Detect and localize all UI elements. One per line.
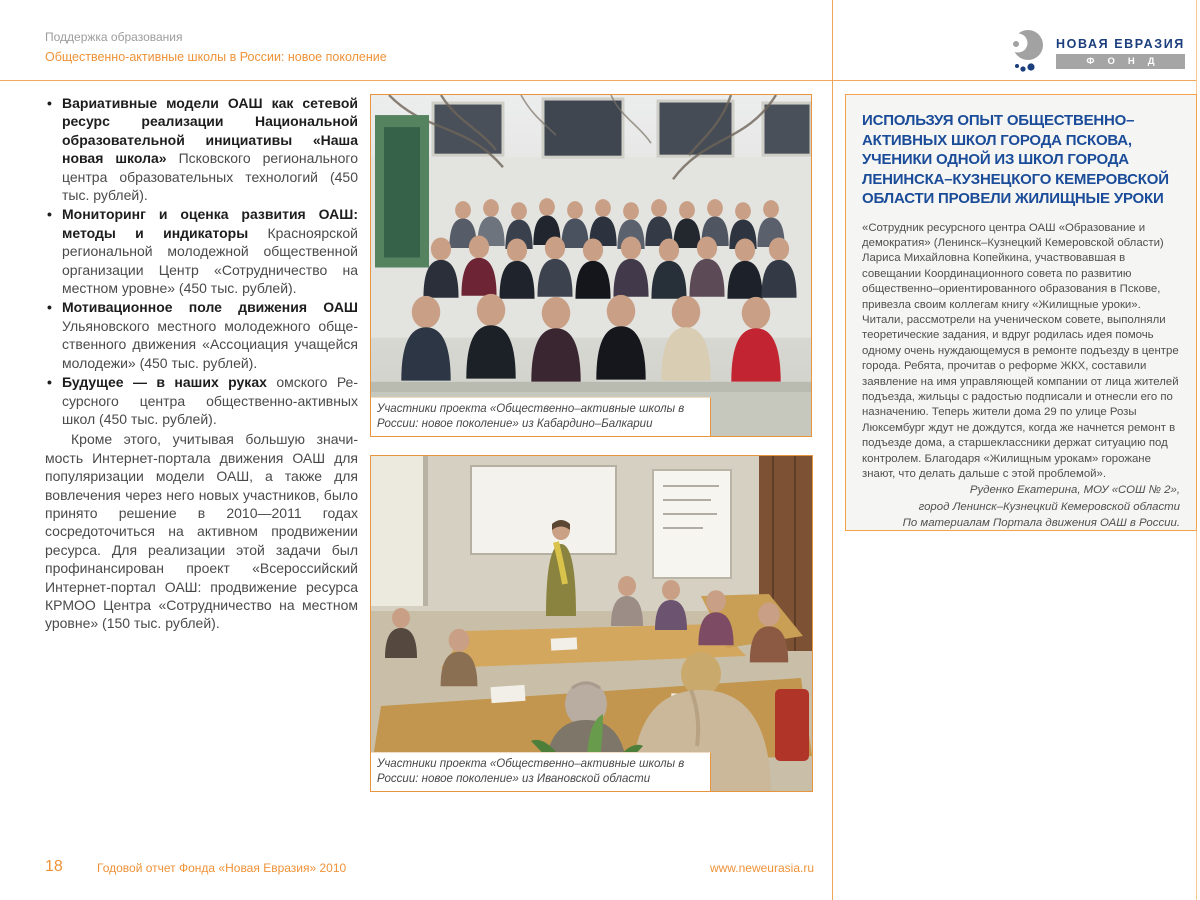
grants-column — [45, 94, 358, 633]
body-paragraph: Кроме этого, учитывая большую значимость Интернет-портала движения ОАШ для популяризации модели ОАШ, а также для вовлечения через него новых участников, было принято решение в 2010—2011 годах сосредоточиться на активном продвижении ресурса. Для реализации этой задачи был профинансирован проект «Всероссийский Интернет-портал ОАШ: продвижение ресурса КРМОО Центра «Сотрудничество на местном уровне» (150 тыс. рублей). — [45, 431, 358, 632]
grant-detail: Красноярской региональной молодежной общественной организации Центр «Сотрудничество на местном уровне» (450 тыс. рублей). — [62, 224, 358, 297]
photo-group-kabardino-balkaria — [370, 94, 812, 437]
grant-detail: Псковского регионального центра образовательных технологий (450 тыс. рублей). — [62, 150, 359, 204]
foundation-logo — [1003, 28, 1185, 76]
photo-seminar-ivanovo — [370, 455, 813, 792]
story-attribution-line: город Ленинск–Кузнецкий Кемеровской области — [918, 500, 1180, 513]
column-guide-line — [832, 0, 833, 900]
story-heading: ИСПОЛЬЗУЯ ОПЫТ ОБЩЕСТВЕННО–АКТИВНЫХ ШКОЛ ГОРОДА ПСКОВА, УЧЕНИКИ ОДНОЙ ИЗ ШКОЛ ГОРОДА ЛЕНИНСКА–КУЗНЕЦКОГО КЕМЕРОВСКОЙ ОБЛАСТИ ПРОВЕЛИ ЖИЛИЩНЫЕ УРОКИ — [862, 112, 1169, 207]
page-title: Общественно-активные школы в России: новое поколение — [45, 50, 387, 64]
grant-item — [45, 373, 358, 428]
grant-item — [45, 94, 358, 204]
grant-title: Вариативные модели ОАШ как сетевой ресурс реализации Национальной образовательной инициативы «Наша новая школа» — [62, 95, 358, 167]
grant-title: Будущее — в наших руках — [62, 374, 267, 391]
grant-detail: омского Ресурсного центра общественно-активных школ (450 тыс. рублей). — [62, 374, 359, 427]
grant-item — [45, 298, 358, 372]
header-divider — [0, 80, 1197, 81]
classroom-photo-illustration — [371, 456, 812, 791]
logo-subtitle: ФОНД — [1056, 54, 1185, 69]
page-number: 18 — [45, 858, 63, 875]
story-box — [845, 94, 1197, 531]
story-attribution-line: Руденко Екатерина, МОУ «СОШ № 2», — [969, 484, 1180, 497]
grant-title: Мотивационное поле движения ОАШ — [62, 299, 358, 316]
logo-text — [1056, 28, 1185, 69]
group-photo-illustration — [371, 95, 811, 436]
story-body: «Сотрудник ресурсного центра ОАШ «Образование и демократия» (Ленинск–Кузнецкий Кемеровской области) Лариса Михайловна Копейкина, участвовавшая в совещании Координационного совета по развитию общественно–ориентированного образования в Пскове, привезла своим коллегам книгу «Жилищные уроки». Читали, рассмотрели на ученическом совете, выполняли теоретические задания, и вдруг родилась идея помочь одному очень нуждающемуся в ремонте подъезду в центре города. Ребята, прочитав о реформе ЖКХ, составили заявление на имя управляющей компании от лица жителей подъезда, жильцы с радостью подписали и отнесли его по назначению. Теперь жители дома 29 по улице Розы Люксембург ждут не дождутся, когда же начнется ремонт в подъезде дома, а старшеклассники держат ситуацию под контролем. Благодаря «Жилищным урокам» горожане знают, что делать дальше с этой проблемой». — [862, 221, 1179, 480]
section-kicker: Поддержка образования — [45, 30, 183, 44]
grant-detail: Ульяновского местного молодежного общественного движения «Ассоциация учащейся молодежи» (450 тыс. рублей). — [62, 317, 358, 371]
grants-list — [45, 94, 358, 428]
photo-caption: Участники проекта «Общественно–активные школы в России: новое поколение» из Кабардино–Балкарии — [371, 397, 711, 436]
logo-swoosh-icon — [1003, 28, 1049, 76]
grant-title: Мониторинг и оценка развития ОАШ: методы и индикаторы — [62, 206, 358, 241]
grant-item — [45, 205, 358, 297]
logo-name: НОВАЯ ЕВРАЗИЯ — [1056, 37, 1185, 51]
footer-report-title: Годовой отчет Фонда «Новая Евразия» 2010 — [97, 861, 347, 875]
website-link[interactable]: www.neweurasia.ru — [709, 861, 814, 875]
photo-caption: Участники проекта «Общественно–активные школы в России: новое поколение» из Ивановской области — [371, 752, 711, 791]
story-attribution-line: По материалам Портала движения ОАШ в России. — [902, 517, 1180, 530]
